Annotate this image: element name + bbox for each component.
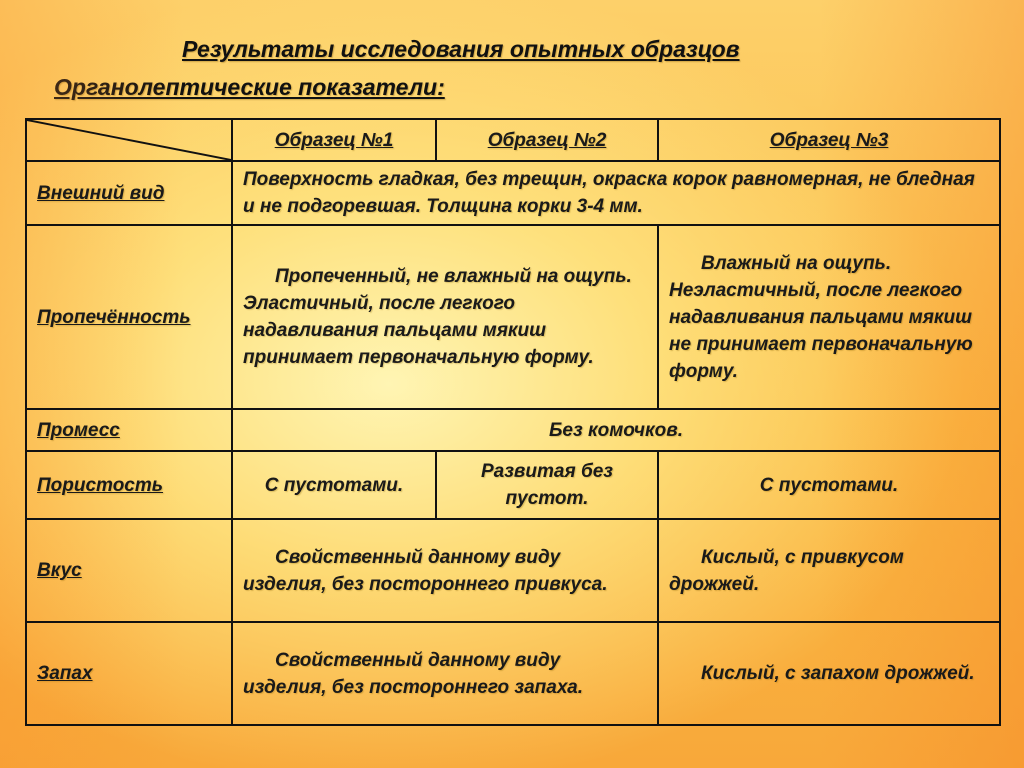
table-row — [26, 225, 1000, 409]
cell-appearance-all: Поверхность гладкая, без трещин, окраска корок равномерная, не бледная и не подгоревшая. Толщина корки 3-4 мм. — [232, 161, 1000, 225]
row-label-taste: Вкус — [26, 519, 232, 622]
cell-smell-s12: Свойственный данному виду изделия, без постороннего запаха. — [232, 622, 658, 725]
cell-baking-s12: Пропеченный, не влажный на ощупь. Эластичный, после легкого надавливания пальцами мякиш принимает первоначальную форму. — [232, 225, 658, 409]
cell-smell-s3: Кислый, с запахом дрожжей. — [658, 622, 1000, 725]
table-row — [26, 519, 1000, 622]
header-sample-1: Образец №1 — [232, 119, 436, 161]
cell-porosity-s3: С пустотами. — [658, 451, 1000, 519]
header-sample-3: Образец №3 — [658, 119, 1000, 161]
row-label-baking: Пропечённость — [26, 225, 232, 409]
results-table — [25, 118, 1001, 726]
table-row — [26, 451, 1000, 519]
row-label-smell: Запах — [26, 622, 232, 725]
table-header-row — [26, 119, 1000, 161]
table-row — [26, 622, 1000, 725]
table-row — [26, 409, 1000, 451]
table-row — [26, 161, 1000, 225]
cell-taste-s12: Свойственный данному виду изделия, без постороннего привкуса. — [232, 519, 658, 622]
cell-taste-s3: Кислый, с привкусом дрожжей. — [658, 519, 1000, 622]
page-subtitle: Органолептические показатели: — [54, 74, 445, 100]
row-label-porosity: Пористость — [26, 451, 232, 519]
cell-baking-s3: Влажный на ощупь. Неэластичный, после легкого надавливания пальцами мякиш не принимает первоначальную форму. — [658, 225, 1000, 409]
row-label-appearance: Внешний вид — [26, 161, 232, 225]
header-sample-2: Образец №2 — [436, 119, 658, 161]
cell-porosity-s2: Развитая без пустот. — [436, 451, 658, 519]
diagonal-corner-cell — [26, 119, 232, 161]
cell-mixing-all: Без комочков. — [232, 409, 1000, 451]
diagonal-line — [27, 120, 231, 160]
cell-porosity-s1: С пустотами. — [232, 451, 436, 519]
page-title: Результаты исследования опытных образцов — [182, 36, 740, 62]
row-label-mixing: Промесс — [26, 409, 232, 451]
